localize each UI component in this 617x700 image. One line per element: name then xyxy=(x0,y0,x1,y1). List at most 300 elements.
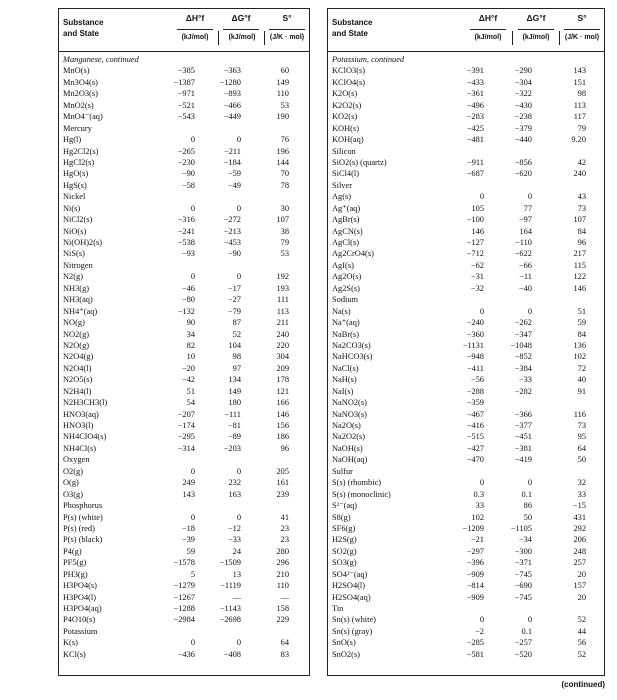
s-value: 280 xyxy=(276,546,289,556)
substance-name: N2O4(l) xyxy=(63,363,92,373)
table-row xyxy=(328,443,604,454)
s-value: 40 xyxy=(577,375,586,385)
substance-name: PF5(g) xyxy=(63,558,87,568)
substance-name: Phosphorus xyxy=(63,501,103,511)
substance-name: NH3(g) xyxy=(63,283,90,293)
substance-name: NO(g) xyxy=(63,318,85,328)
dg-value: −453 xyxy=(223,238,241,247)
substance-name: NaCl(s) xyxy=(332,363,359,373)
substance-name: Ni(OH)2(s) xyxy=(63,238,103,247)
substance-name: Hg2Cl2(s) xyxy=(63,146,99,156)
table-row xyxy=(328,351,604,362)
table-row xyxy=(59,248,309,259)
table-row xyxy=(59,77,309,88)
substance-name: AgI(s) xyxy=(332,260,354,270)
s-value: 206 xyxy=(573,535,586,545)
s-value: 209 xyxy=(276,363,289,373)
s-value: 33 xyxy=(577,489,586,499)
dg-value: −11 xyxy=(519,272,532,282)
dg-value: 180 xyxy=(228,398,241,408)
substance-name: P(s) (black) xyxy=(63,535,103,545)
dg-value: −384 xyxy=(514,363,532,373)
dg-value: −262 xyxy=(514,318,532,328)
substance-name: N2O5(s) xyxy=(63,375,93,385)
table-row xyxy=(328,512,604,523)
dg-value: −59 xyxy=(227,169,241,179)
substance-name: H2SO4(aq) xyxy=(332,592,371,602)
s-value: 96 xyxy=(577,238,586,247)
s-value: 239 xyxy=(276,489,289,499)
table-row xyxy=(59,271,309,282)
s-value: 151 xyxy=(573,77,586,87)
dh-value: −359 xyxy=(466,398,484,408)
substance-name: H3PO4(aq) xyxy=(63,604,102,613)
s-value: 107 xyxy=(276,215,289,225)
dh-value: −361 xyxy=(466,89,484,99)
table-row xyxy=(328,569,604,580)
dh-value: −80 xyxy=(181,295,195,305)
dg-value: −377 xyxy=(514,421,532,430)
substance-name: KClO4(s) xyxy=(332,77,366,87)
table-row xyxy=(59,386,309,397)
continued-note: (continued) xyxy=(561,680,605,689)
dg-value: −449 xyxy=(223,112,241,122)
dg-value: −81 xyxy=(227,421,241,430)
table-row xyxy=(59,466,309,477)
s-value: 38 xyxy=(280,226,289,236)
table-row xyxy=(328,157,604,168)
table-row xyxy=(328,580,604,591)
substance-name: NaNO3(s) xyxy=(332,409,367,419)
s-value: 56 xyxy=(577,638,586,648)
table-row xyxy=(328,123,604,134)
s-value: 211 xyxy=(276,318,289,328)
dh-value: −285 xyxy=(466,638,484,648)
dh-value: −971 xyxy=(177,89,195,99)
section-heading xyxy=(59,500,309,511)
s-value: 143 xyxy=(573,66,586,76)
dh-value: −496 xyxy=(466,100,484,110)
table-row xyxy=(59,283,309,294)
dh-value: 51 xyxy=(186,386,195,396)
table-row xyxy=(59,168,309,179)
section-heading xyxy=(59,191,309,202)
table-row xyxy=(328,168,604,179)
table-row xyxy=(59,100,309,111)
dh-value: 0.3 xyxy=(473,489,484,499)
table-row xyxy=(328,65,604,76)
section-heading xyxy=(59,123,309,134)
substance-name: S²⁻(aq) xyxy=(332,501,358,511)
dg-value: −852 xyxy=(514,352,532,362)
substance-name: P4O10(s) xyxy=(63,615,96,625)
dh-value: 102 xyxy=(471,512,484,522)
dg-value: −408 xyxy=(223,649,241,659)
s-unit: (J/K · mol) xyxy=(564,34,600,41)
s-value: 98 xyxy=(577,89,586,99)
dg-value: 0 xyxy=(527,615,532,625)
section-heading xyxy=(59,260,309,271)
s-value: 136 xyxy=(573,340,586,350)
table-row xyxy=(59,88,309,99)
substance-name: NH4ClO4(s) xyxy=(63,432,107,442)
substance-name: S(s) (rhombic) xyxy=(332,478,382,488)
substance-name: SF6(g) xyxy=(332,523,356,533)
dh-value: −58 xyxy=(181,180,195,190)
dg-value: −300 xyxy=(514,546,532,556)
s-value: — xyxy=(280,592,289,602)
dh-value: −687 xyxy=(466,169,484,179)
substance-name: Na(s) xyxy=(332,306,351,316)
table-row xyxy=(328,420,604,431)
dh-value: −909 xyxy=(466,592,484,602)
substance-name: NaNO2(s) xyxy=(332,398,367,408)
dh-value: −127 xyxy=(466,238,484,247)
s-value: 220 xyxy=(276,340,289,350)
s-value: 146 xyxy=(276,409,289,419)
table-row xyxy=(59,580,309,591)
s-value: 70 xyxy=(280,169,289,179)
section-heading xyxy=(328,146,604,157)
dh-value: −1209 xyxy=(462,523,484,533)
dh-value: −93 xyxy=(181,249,195,259)
substance-name: NH4Cl(s) xyxy=(63,443,97,453)
dg-value: −366 xyxy=(514,409,532,419)
s-value: 111 xyxy=(277,295,289,305)
dh-header: ΔH°f xyxy=(478,13,498,23)
dg-value: 87 xyxy=(232,318,241,328)
dh-value: 90 xyxy=(186,318,195,328)
right-table xyxy=(327,8,605,676)
s-value: 72 xyxy=(577,363,586,373)
s-value: 205 xyxy=(276,466,289,476)
dh-value: −543 xyxy=(177,112,195,122)
s-value: 102 xyxy=(573,352,586,362)
dg-value: 0 xyxy=(236,203,241,213)
substance-name: NH4⁺(aq) xyxy=(63,306,98,316)
table-row xyxy=(59,134,309,145)
table-row xyxy=(328,237,604,248)
s-value: −15 xyxy=(572,501,586,511)
dg-value: 0 xyxy=(527,306,532,316)
dg-value: −1143 xyxy=(219,604,241,613)
substance-name: AgBr(s) xyxy=(332,215,360,225)
table-row xyxy=(328,386,604,397)
dg-value: −322 xyxy=(514,89,532,99)
substance-name: SiO2(s) (quartz) xyxy=(332,157,387,167)
dh-value: 105 xyxy=(471,203,484,213)
table-row xyxy=(59,614,309,625)
dg-value: 24 xyxy=(232,546,241,556)
dg-value: −690 xyxy=(514,581,532,591)
dh-value: −240 xyxy=(466,318,484,328)
substance-name: Mn3O4(s) xyxy=(63,77,98,87)
table-row xyxy=(59,180,309,191)
dg-value: −184 xyxy=(223,157,241,167)
dg-value: −272 xyxy=(223,215,241,225)
substance-name: O2(g) xyxy=(63,466,84,476)
s-value: 122 xyxy=(573,272,586,282)
substance-name: HgO(s) xyxy=(63,169,89,179)
table-row xyxy=(59,569,309,580)
dh-value: −295 xyxy=(177,432,195,442)
table-row xyxy=(59,649,309,660)
s-value: 110 xyxy=(276,581,289,591)
s-value: 178 xyxy=(276,375,289,385)
substance-name: Potassium xyxy=(63,626,98,636)
s-value: 257 xyxy=(573,558,586,568)
s-value: 166 xyxy=(276,398,289,408)
table-row xyxy=(59,111,309,122)
dg-value: −110 xyxy=(515,238,532,247)
substance-name: NaOH(s) xyxy=(332,443,363,453)
s-value: 64 xyxy=(280,638,289,648)
dh-value: −288 xyxy=(466,386,484,396)
s-value: 23 xyxy=(280,523,289,533)
dh-value: −1387 xyxy=(173,77,195,87)
table-row xyxy=(328,191,604,202)
table-row xyxy=(328,637,604,648)
substance-name: NO2(g) xyxy=(63,329,90,339)
section-heading xyxy=(328,54,604,65)
table-row xyxy=(59,512,309,523)
s-value: 60 xyxy=(280,66,289,76)
dg-value: 0 xyxy=(236,135,241,145)
s-value: 292 xyxy=(573,523,586,533)
dh-value: −174 xyxy=(177,421,195,430)
table-row xyxy=(59,603,309,614)
s-value: 431 xyxy=(573,512,586,522)
dh-value: −1288 xyxy=(173,604,195,613)
substance-name: Na2O2(s) xyxy=(332,432,366,442)
s-value: 121 xyxy=(276,386,289,396)
table-row xyxy=(328,592,604,603)
dg-value: −856 xyxy=(514,157,532,167)
s-value: 53 xyxy=(280,100,289,110)
dh-value: −1131 xyxy=(462,340,484,350)
s-value: 30 xyxy=(280,203,289,213)
dg-value: −620 xyxy=(514,169,532,179)
substance-name: SO2(g) xyxy=(332,546,357,556)
dh-value: −712 xyxy=(466,249,484,259)
dg-value: 13 xyxy=(232,569,241,579)
dg-value: 86 xyxy=(523,501,532,511)
s-value: 23 xyxy=(280,535,289,545)
s-value: 20 xyxy=(577,592,586,602)
substance-name: MnO(s) xyxy=(63,66,90,76)
s-value: 117 xyxy=(573,112,586,122)
table-row xyxy=(328,306,604,317)
dh-value: −314 xyxy=(177,443,195,453)
dh-value: −427 xyxy=(466,443,484,453)
substance-name: NaHCO3(s) xyxy=(332,352,373,362)
dh-value: 0 xyxy=(479,615,484,625)
dg-value: 164 xyxy=(519,226,532,236)
s-value: 116 xyxy=(573,409,586,419)
s-value: 113 xyxy=(276,306,289,316)
dg-value: −282 xyxy=(514,386,532,396)
dg-value: −79 xyxy=(227,306,241,316)
table-row xyxy=(328,614,604,625)
table-row xyxy=(328,111,604,122)
dg-value: 0 xyxy=(236,638,241,648)
dg-value: −213 xyxy=(223,226,241,236)
s-value: 304 xyxy=(276,352,289,362)
s-value: 76 xyxy=(280,135,289,145)
s-value: 78 xyxy=(280,180,289,190)
dh-value: 10 xyxy=(186,352,195,362)
s-value: 296 xyxy=(276,558,289,568)
s-value: 52 xyxy=(577,649,586,659)
substance-name: Tin xyxy=(332,604,344,613)
substance-name: H3PO4(s) xyxy=(63,581,97,591)
table-header xyxy=(328,9,604,52)
substance-name: SiCl4(l) xyxy=(332,169,359,179)
dh-value: −56 xyxy=(470,375,484,385)
table-row xyxy=(328,248,604,259)
table-row xyxy=(328,626,604,637)
s-header: S° xyxy=(282,13,292,23)
dh-value: −948 xyxy=(466,352,484,362)
table-row xyxy=(59,546,309,557)
dh-value: 0 xyxy=(479,306,484,316)
section-heading xyxy=(328,466,604,477)
substance-name: H2SO4(l) xyxy=(332,581,366,591)
table-row xyxy=(59,523,309,534)
substance-name: SnO(s) xyxy=(332,638,356,648)
substance-name: Ag⁺(aq) xyxy=(332,203,361,213)
dg-value: −33 xyxy=(518,375,532,385)
s-value: 107 xyxy=(573,215,586,225)
dg-value: 77 xyxy=(523,203,532,213)
table-row xyxy=(59,592,309,603)
substance-name: Mercury xyxy=(63,123,92,133)
dg-value: −440 xyxy=(514,135,532,145)
dg-value: −40 xyxy=(518,283,532,293)
table-row xyxy=(328,454,604,465)
substance-name: S8(g) xyxy=(332,512,351,522)
substance-name: KClO3(s) xyxy=(332,66,366,76)
section-heading xyxy=(328,603,604,614)
dg-value: −97 xyxy=(518,215,532,225)
s-header: S° xyxy=(577,13,587,23)
substance-name: K2O2(s) xyxy=(332,100,362,110)
substance-name: Potassium, continued xyxy=(332,55,405,64)
dg-value: −90 xyxy=(227,249,241,259)
dg-value: −304 xyxy=(514,77,532,87)
substance-name: O(g) xyxy=(63,478,79,488)
s-value: 32 xyxy=(577,478,586,488)
dg-value: 0 xyxy=(527,192,532,202)
dg-value: — xyxy=(232,592,241,602)
dg-value: −622 xyxy=(514,249,532,259)
table-row xyxy=(59,214,309,225)
dh-value: −1279 xyxy=(173,581,195,591)
dh-value: 33 xyxy=(475,501,484,511)
dg-value: 149 xyxy=(228,386,241,396)
s-value: 73 xyxy=(577,421,586,430)
dg-value: 0.1 xyxy=(521,489,532,499)
dh-value: 0 xyxy=(190,272,195,282)
table-row xyxy=(328,77,604,88)
s-value: 84 xyxy=(577,329,586,339)
s-value: 196 xyxy=(276,146,289,156)
substance-header: Substance and State xyxy=(332,18,373,38)
dh-value: 0 xyxy=(190,466,195,476)
table-row xyxy=(59,157,309,168)
dg-value: −1105 xyxy=(510,523,532,533)
dh-value: 54 xyxy=(186,398,195,408)
dg-value: 98 xyxy=(232,352,241,362)
dg-header: ΔG°f xyxy=(526,13,546,23)
dg-value: −290 xyxy=(514,66,532,76)
table-row xyxy=(328,283,604,294)
dh-value: −283 xyxy=(466,112,484,122)
dh-value: −1267 xyxy=(173,592,195,602)
substance-name: Na2O(s) xyxy=(332,421,361,430)
s-value: 59 xyxy=(577,318,586,328)
substance-name: Ag(s) xyxy=(332,192,352,202)
substance-name: Silicon xyxy=(332,146,356,156)
table-row xyxy=(59,317,309,328)
dh-header: ΔH°f xyxy=(185,13,205,23)
dh-value: −470 xyxy=(466,455,484,465)
table-row xyxy=(328,271,604,282)
left-table xyxy=(58,8,310,676)
substance-name: NaOH(aq) xyxy=(332,455,368,465)
substance-name: Hg(l) xyxy=(63,135,82,145)
substance-name: Ag2CrO4(s) xyxy=(332,249,374,259)
substance-name: HgS(s) xyxy=(63,180,87,190)
substance-name: MnO2(s) xyxy=(63,100,94,110)
dg-value: −893 xyxy=(223,89,241,99)
substance-name: Ag2S(s) xyxy=(332,283,360,293)
dg-value: −347 xyxy=(514,329,532,339)
dg-value: 134 xyxy=(228,375,241,385)
substance-name: HgCl2(s) xyxy=(63,157,95,167)
dg-value: −745 xyxy=(514,592,532,602)
table-row xyxy=(59,409,309,420)
substance-name: Manganese, continued xyxy=(63,55,139,64)
table-row xyxy=(59,329,309,340)
dh-value: −46 xyxy=(181,283,195,293)
table-row xyxy=(59,374,309,385)
dg-value: −1048 xyxy=(510,340,532,350)
dg-value: 50 xyxy=(523,512,532,522)
substance-name: Nickel xyxy=(63,192,86,202)
dg-value: 0 xyxy=(236,272,241,282)
s-value: 190 xyxy=(276,112,289,122)
table-row xyxy=(59,294,309,305)
dg-value: −203 xyxy=(223,443,241,453)
s-value: 157 xyxy=(573,581,586,591)
dg-value: −363 xyxy=(223,66,241,76)
substance-name: NiS(s) xyxy=(63,249,85,259)
s-value: 43 xyxy=(577,192,586,202)
table-row xyxy=(328,214,604,225)
dh-value: −132 xyxy=(177,306,195,316)
dh-value: −100 xyxy=(466,215,484,225)
s-value: 79 xyxy=(577,123,586,133)
substance-name: N2O4(g) xyxy=(63,352,94,362)
s-value: 240 xyxy=(276,329,289,339)
dh-value: 249 xyxy=(182,478,195,488)
table-row xyxy=(59,351,309,362)
s-value: 9.20 xyxy=(571,135,586,145)
dh-value: −42 xyxy=(181,375,195,385)
s-value: 115 xyxy=(573,260,586,270)
table-row xyxy=(328,363,604,374)
